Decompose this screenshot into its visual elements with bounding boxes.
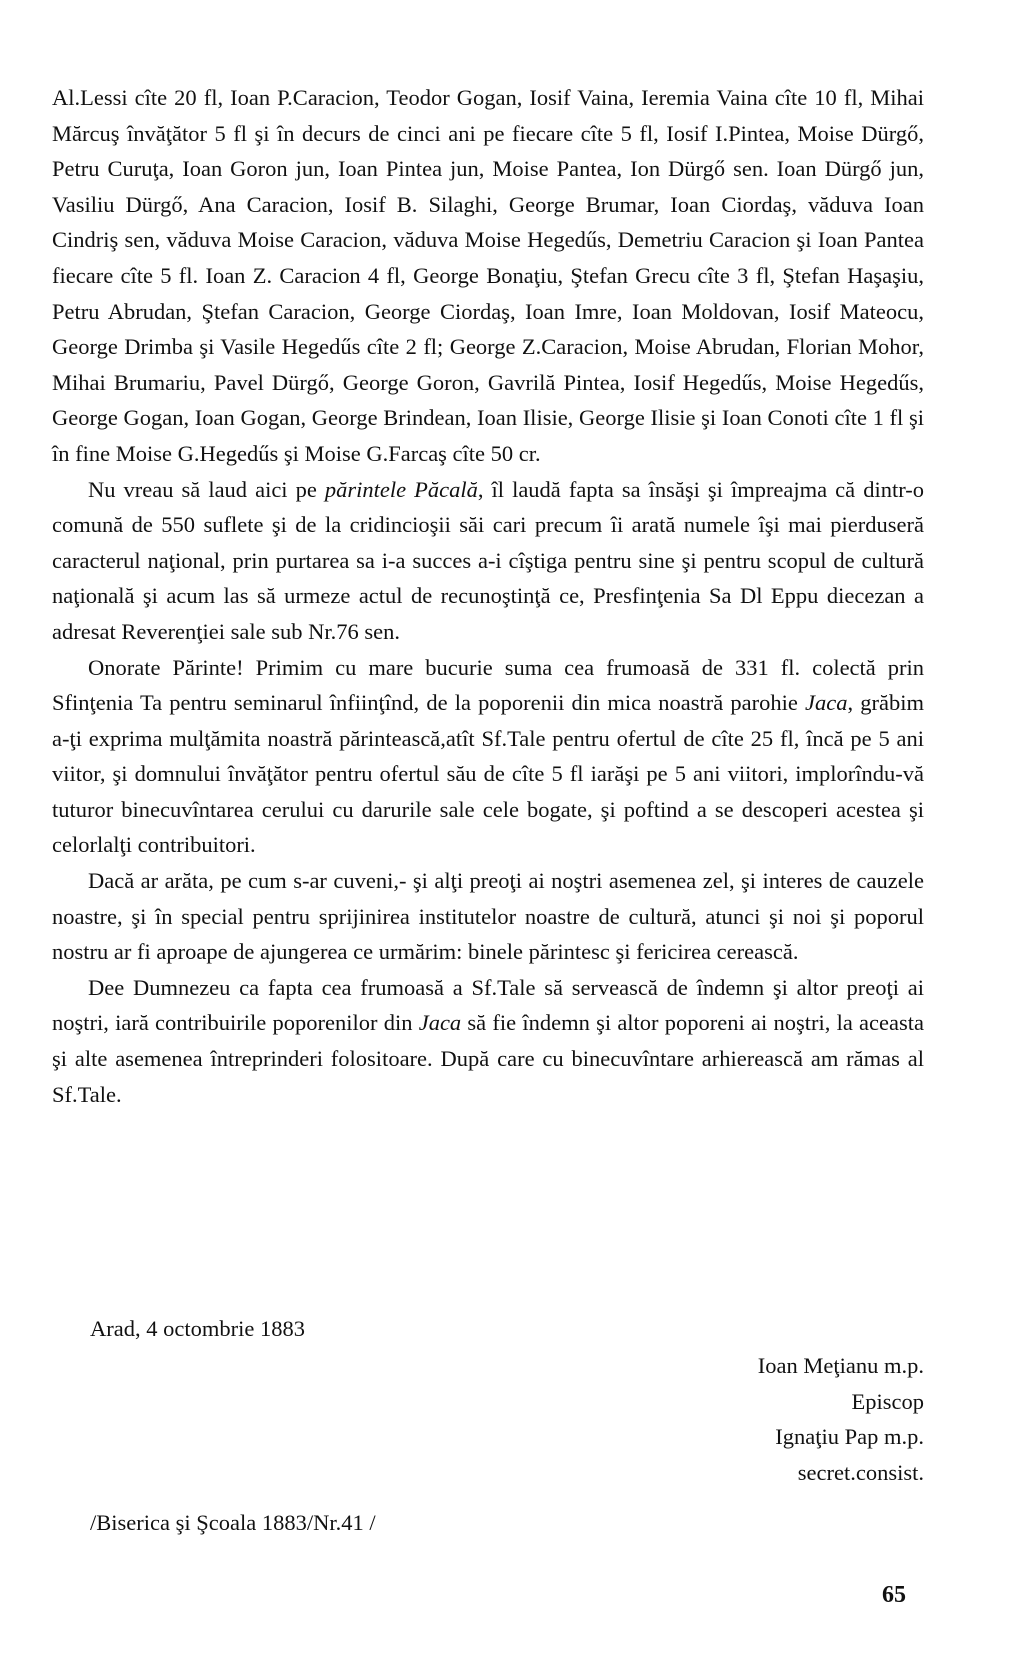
source-citation: /Biserica şi Şcoala 1883/Nr.41 / — [90, 1510, 376, 1535]
signature-title-2: secret.consist. — [797, 1459, 924, 1485]
body-text — [52, 80, 924, 1112]
paragraph-praise: Nu vreau să laud aici pe părintele Păcală, îl laudă fapta sa însăşi şi împreajma că dintr-o comună de 550 suflete şi de la cridincioşii săi cari precum îi arată numele îşi mai pierduseră caracterul naţional, prin purtarea sa i-a succes a-i cîştiga pentru sine şi pentru scopul de cultură naţională şi acum las să urmeze actul de recunoştinţă ce, Presfinţenia Sa Dl Eppu diecezan a adresat Reverenţiei sale sub Nr.76 sen. — [52, 476, 924, 644]
paragraph-blessing: Dee Dumnezeu ca fapta cea frumoasă a Sf.Tale să servească de îndemn şi altor preoţi ai noştri, iară contribuirile poporenilor din Jaca să fie îndemn şi altor poporeni ai noştri, la aceasta şi alte asemenea întreprinderi folositoare. După care cu binecuvîntare arhierească am rămas al Sf.Tale. — [52, 974, 924, 1107]
signature-name-1: Ioan Meţianu m.p. — [757, 1353, 924, 1378]
italic-name: părintele Păcală — [324, 476, 478, 502]
paragraph-wish: Dacă ar arăta, pe cum s-ar cuveni,- şi alţi preoţi ai noştri asemenea zel, şi interes de cauzele noastre, şi în special pentru sprijinirea institutelor noastre de cultură, atunci şi noi şi poporul nostru ar fi aproape de ajungerea ce urmărim: binele părintesc şi fericirea cerească. — [52, 868, 924, 965]
page-number: 65 — [882, 1582, 906, 1608]
italic-place: Jaca — [805, 690, 848, 716]
signature-title-1: Episcop — [851, 1388, 924, 1414]
italic-place: Jaca — [418, 1010, 462, 1036]
paragraph-letter: Onorate Părinte! Primim cu mare bucurie suma cea frumoasă de 331 fl. colectă prin Sfinţenia Ta pentru seminarul înfiinţînd, de la poporenii din mica noastră parohie Jaca, grăbim a-ţi exprima mulţămita noastră părintească,atît Sf.Tale pentru ofertul de cîte 25 fl, încă pe 5 ani viitor, şi domnului învăţător pentru ofertul său de cîte 5 fl iarăşi pe 5 ani viitori, implorîndu-vă tuturor binecuvîntarea cerului cu darurile sale cele bogate, şi poftind a se descoperi acestea şi celorlalţi contribuitori. — [52, 654, 924, 858]
signature-name-2: Ignaţiu Pap m.p. — [775, 1424, 924, 1450]
paragraph-donor-list: Al.Lessi cîte 20 fl, Ioan P.Caracion, Teodor Gogan, Iosif Vaina, Ieremia Vaina cîte 10 fl, Mihai Mărcuş învăţător 5 fl şi în decurs de cinci ani pe fiecare cîte 5 fl, Iosif I.Pintea, Moise Dürgő, Petru Curuţa, Ioan Goron jun, Ioan Pintea jun, Moise Pantea, Ion Dürgő sen. Ioan Dürgő jun, Vasiliu Dürgő, Ana Caracion, Iosif B. Silaghi, George Brumar, Ioan Ciordaş, văduva Ioan Cindriş sen, văduva Moise Caracion, văduva Moise Hegedűs, Demetriu Caracion şi Ioan Pantea fiecare cîte 5 fl. Ioan Z. Caracion 4 fl, George Bonaţiu, Ştefan Grecu cîte 3 fl, Ştefan Haşaşiu, Petru Abrudan, Ştefan Caracion, George Ciordaş, Ioan Imre, Ioan Moldovan, Iosif Mateocu, George Drimba şi Vasile Hegedűs cîte 2 fl; George Z.Caracion, Moise Abrudan, Florian Mohor, Mihai Brumariu, Pavel Dürgő, George Goron, Gavrilă Pintea, Iosif Hegedűs, Moise Hegedűs, George Gogan, Ioan Gogan, George Brindean, Ioan Ilisie, George Ilisie şi Ioan Conoti cîte 1 fl şi în fine Moise G.Hegedűs şi Moise G.Farcaş cîte 50 cr. — [52, 85, 924, 466]
date-line: Arad, 4 octombrie 1883 — [90, 1316, 305, 1341]
signature-block — [758, 1348, 924, 1490]
